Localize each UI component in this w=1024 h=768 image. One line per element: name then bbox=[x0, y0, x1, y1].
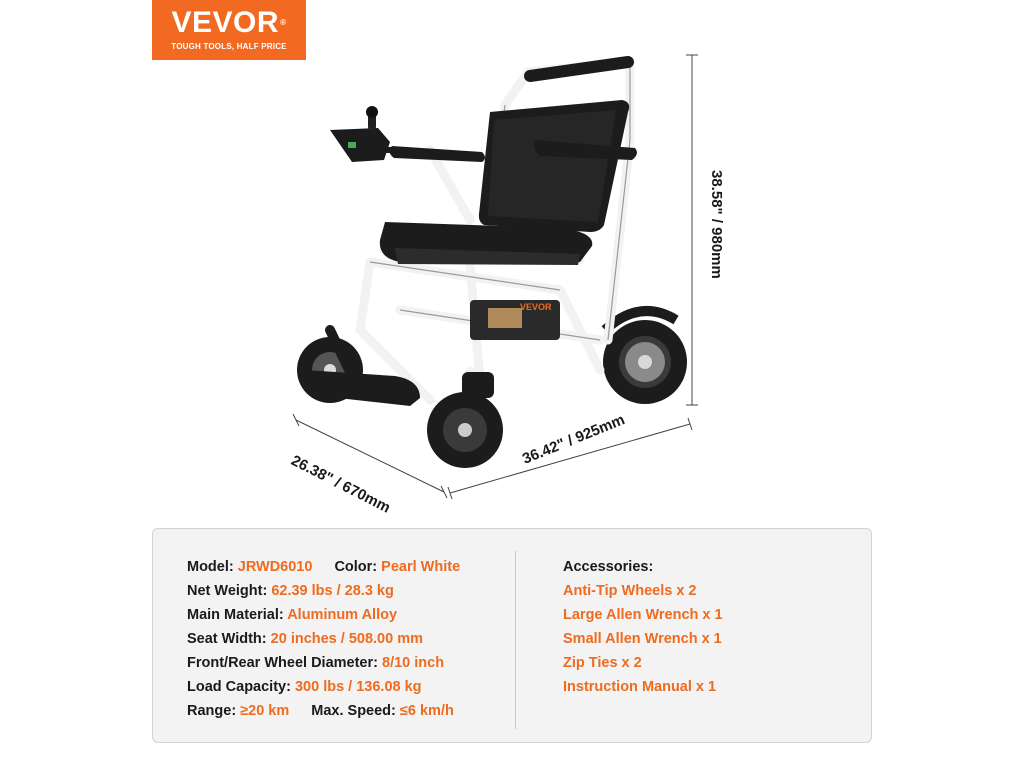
accessories-list bbox=[563, 557, 723, 701]
spec-row-weight: Net Weight: 62.39 lbs / 28.3 kg bbox=[187, 583, 394, 599]
width-dimension: 36.42" / 925mm bbox=[520, 411, 628, 468]
left-armrest bbox=[389, 146, 485, 162]
spec-row-material: Main Material: Aluminum Alloy bbox=[187, 607, 398, 623]
accessory-item: Zip Ties x 2 bbox=[563, 655, 642, 671]
spec-row-model: Model: JRWD6010 Color: Pearl White bbox=[187, 559, 461, 575]
height-dimension: 38.58" / 980mm bbox=[708, 170, 725, 279]
accessory-item: Large Allen Wrench x 1 bbox=[563, 607, 723, 623]
spec-divider bbox=[515, 551, 516, 729]
push-handle bbox=[530, 62, 628, 76]
accessory-item: Small Allen Wrench x 1 bbox=[563, 631, 722, 647]
svg-text:VEVOR: VEVOR bbox=[520, 302, 552, 312]
spec-row-seat: Seat Width: 20 inches / 508.00 mm bbox=[187, 631, 423, 647]
brand-name: VEVOR® bbox=[171, 6, 287, 39]
wheelchair-image bbox=[280, 40, 720, 500]
brand-tagline: TOUGH TOOLS, HALF PRICE bbox=[171, 42, 287, 51]
spec-list bbox=[187, 557, 460, 725]
accessory-item: Anti-Tip Wheels x 2 bbox=[563, 583, 697, 599]
rear-wheel bbox=[603, 311, 687, 404]
depth-dimension: 26.38" / 670mm bbox=[288, 452, 393, 517]
spec-row-range: Range: ≥20 km Max. Speed: ≤6 km/h bbox=[187, 703, 454, 719]
spec-row-load: Load Capacity: 300 lbs / 136.08 kg bbox=[187, 679, 422, 695]
front-caster-wheel bbox=[427, 372, 503, 468]
spec-row-wheel: Front/Rear Wheel Diameter: 8/10 inch bbox=[187, 655, 445, 671]
battery-pack bbox=[470, 300, 560, 340]
spec-card bbox=[152, 528, 872, 743]
accessories-title: Accessories: bbox=[563, 559, 654, 575]
joystick-controller bbox=[330, 106, 398, 162]
accessory-item: Instruction Manual x 1 bbox=[563, 679, 717, 695]
